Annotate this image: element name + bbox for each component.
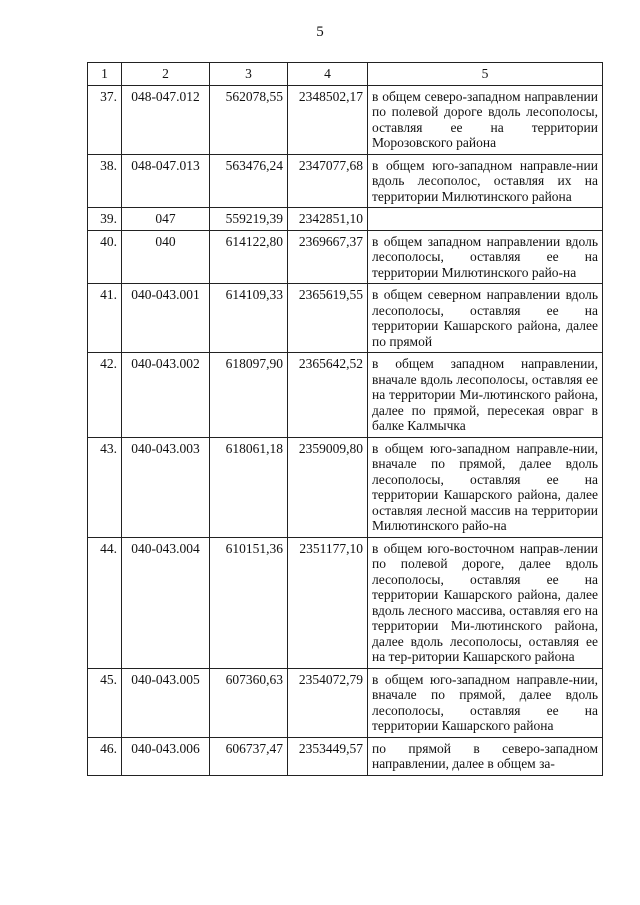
boundary-description: в общем западном направлении вдоль лесополосы, оставляя ее на территории Милютинского райо-на bbox=[368, 230, 603, 284]
coordinate-y: 2353449,57 bbox=[288, 737, 368, 775]
coordinate-x: 606737,47 bbox=[210, 737, 288, 775]
point-code: 040-043.001 bbox=[122, 284, 210, 353]
row-number: 46. bbox=[88, 737, 122, 775]
row-number: 43. bbox=[88, 437, 122, 537]
point-code: 048-047.012 bbox=[122, 85, 210, 154]
table-row bbox=[88, 437, 603, 537]
table-row bbox=[88, 537, 603, 668]
boundary-description: в общем юго-восточном направ-лении по полевой дороге, далее вдоль лесополосы, оставляя ее на территории Кашарского района, далее вдоль лесного массива, оставляя его на территории Ми-лютинского района, далее вдоль лесополосы, оставляя ее на тер-ритории Кашарского района bbox=[368, 537, 603, 668]
point-code: 040-043.005 bbox=[122, 668, 210, 737]
row-number: 37. bbox=[88, 85, 122, 154]
point-code: 040 bbox=[122, 230, 210, 284]
boundary-description: в общем северном направлении вдоль лесополосы, оставляя ее на территории Кашарского района, далее по прямой bbox=[368, 284, 603, 353]
boundary-description: в общем западном направлении, вначале вдоль лесополосы, оставляя ее на территории Ми-лютинского района, далее по прямой, пересекая овраг в балке Калмычка bbox=[368, 353, 603, 438]
point-code: 040-043.004 bbox=[122, 537, 210, 668]
boundary-description: в общем юго-западном направле-нии, вначале по прямой, далее вдоль лесополосы, оставляя ее на территории Кашарского района bbox=[368, 668, 603, 737]
table-row bbox=[88, 668, 603, 737]
table-row bbox=[88, 154, 603, 208]
row-number: 38. bbox=[88, 154, 122, 208]
coordinate-x: 614122,80 bbox=[210, 230, 288, 284]
table-row bbox=[88, 85, 603, 154]
coordinate-y: 2354072,79 bbox=[288, 668, 368, 737]
column-header: 3 bbox=[210, 63, 288, 86]
column-header: 2 bbox=[122, 63, 210, 86]
coordinate-y: 2369667,37 bbox=[288, 230, 368, 284]
coordinate-x: 618097,90 bbox=[210, 353, 288, 438]
boundary-description: в общем северо-западном направлении по полевой дороге вдоль лесополосы, оставляя ее на территории Морозовского района bbox=[368, 85, 603, 154]
coordinate-y: 2359009,80 bbox=[288, 437, 368, 537]
boundary-table bbox=[87, 62, 603, 776]
page-number: 5 bbox=[316, 24, 324, 40]
row-number: 42. bbox=[88, 353, 122, 438]
coordinate-x: 610151,36 bbox=[210, 537, 288, 668]
column-header: 1 bbox=[88, 63, 122, 86]
boundary-description: в общем юго-западном направле-нии вдоль лесополос, оставляя их на территории Милютинского района bbox=[368, 154, 603, 208]
point-code: 047 bbox=[122, 208, 210, 231]
coordinate-x: 607360,63 bbox=[210, 668, 288, 737]
boundary-description bbox=[368, 208, 603, 231]
point-code: 040-043.006 bbox=[122, 737, 210, 775]
coordinate-y: 2365619,55 bbox=[288, 284, 368, 353]
column-header: 5 bbox=[368, 63, 603, 86]
point-code: 040-043.003 bbox=[122, 437, 210, 537]
coordinate-y: 2342851,10 bbox=[288, 208, 368, 231]
row-number: 41. bbox=[88, 284, 122, 353]
coordinate-y: 2351177,10 bbox=[288, 537, 368, 668]
coordinate-y: 2348502,17 bbox=[288, 85, 368, 154]
table-row bbox=[88, 208, 603, 231]
table-row bbox=[88, 353, 603, 438]
boundary-description: в общем юго-западном направле-нии, вначале по прямой, далее вдоль лесополосы, оставляя ее на территории Кашарского района, далее оставляя лесной массив на территории Милютинского райо-на bbox=[368, 437, 603, 537]
coordinate-y: 2347077,68 bbox=[288, 154, 368, 208]
table-header-row bbox=[88, 63, 603, 86]
coordinate-x: 562078,55 bbox=[210, 85, 288, 154]
row-number: 39. bbox=[88, 208, 122, 231]
coordinate-y: 2365642,52 bbox=[288, 353, 368, 438]
table-row bbox=[88, 230, 603, 284]
boundary-description: по прямой в северо-западном направлении, далее в общем за- bbox=[368, 737, 603, 775]
coordinate-x: 563476,24 bbox=[210, 154, 288, 208]
point-code: 048-047.013 bbox=[122, 154, 210, 208]
row-number: 45. bbox=[88, 668, 122, 737]
row-number: 40. bbox=[88, 230, 122, 284]
coordinate-x: 618061,18 bbox=[210, 437, 288, 537]
row-number: 44. bbox=[88, 537, 122, 668]
coordinate-x: 559219,39 bbox=[210, 208, 288, 231]
column-header: 4 bbox=[288, 63, 368, 86]
table-row bbox=[88, 284, 603, 353]
point-code: 040-043.002 bbox=[122, 353, 210, 438]
coordinate-x: 614109,33 bbox=[210, 284, 288, 353]
table-row bbox=[88, 737, 603, 775]
